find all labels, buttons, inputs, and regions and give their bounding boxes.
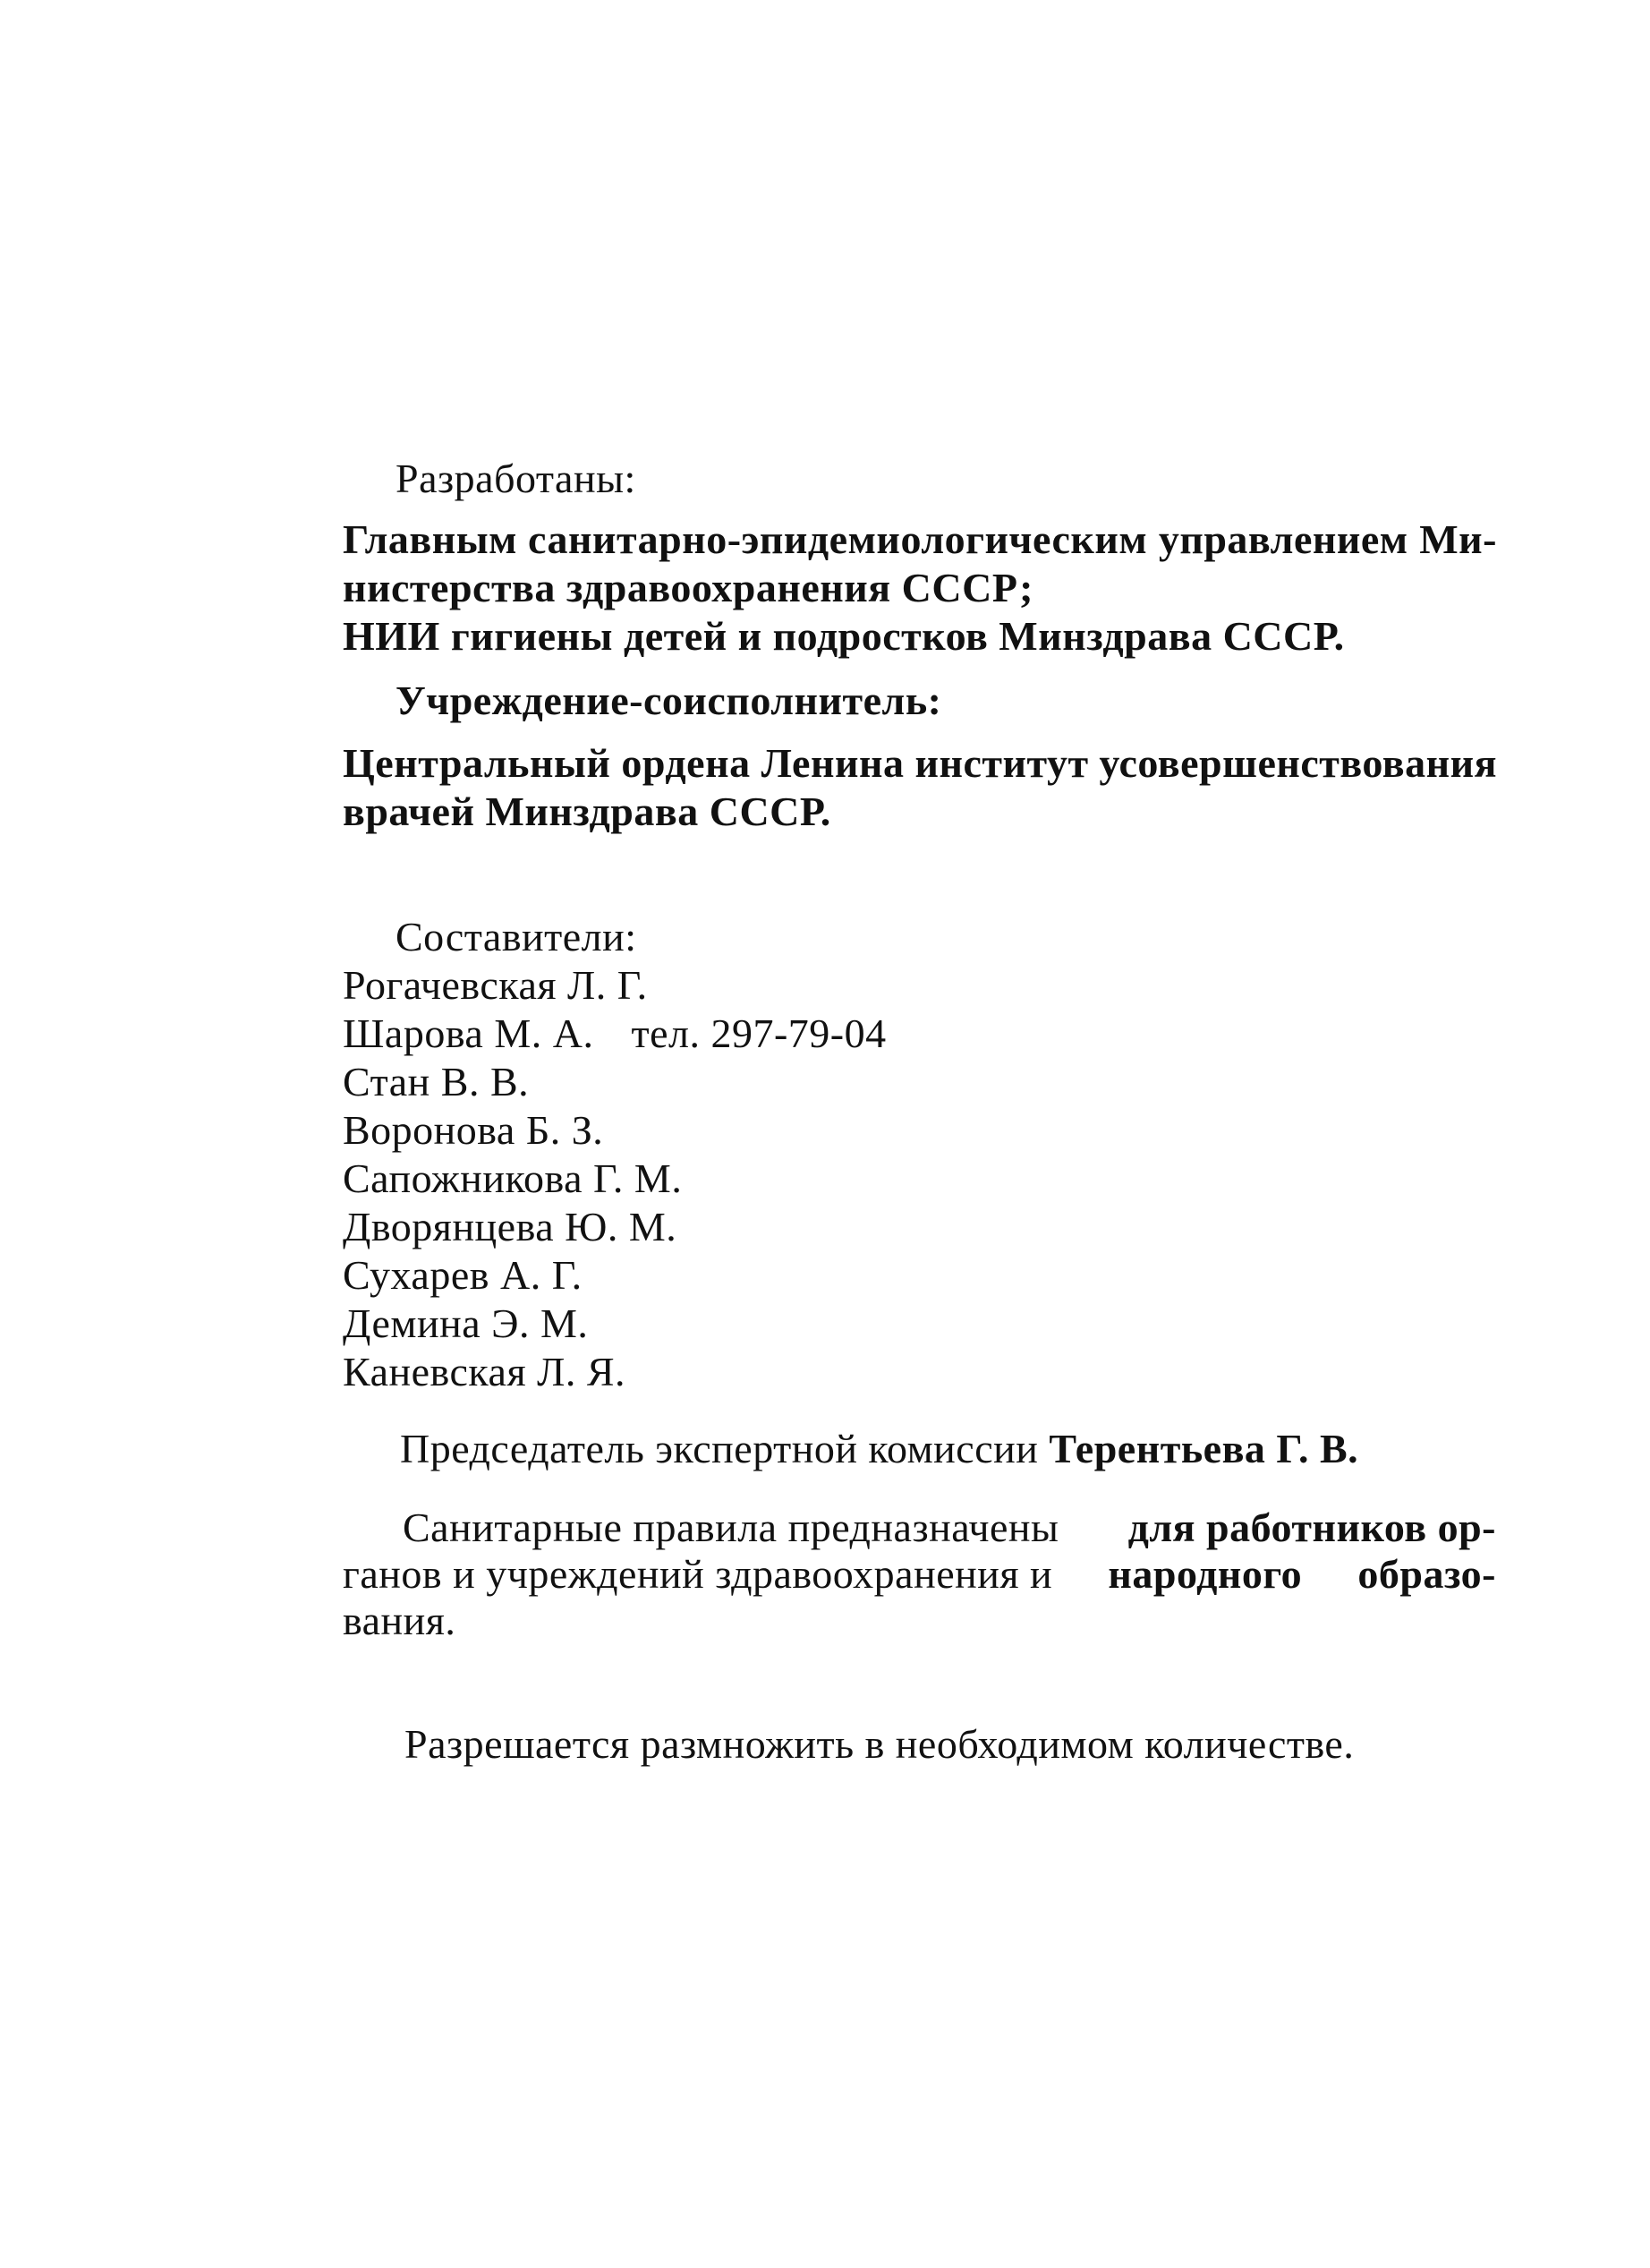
developer-org-1-line-1	[343, 516, 1497, 564]
purpose-text: ганов и учреждений здравоохранения и	[343, 1551, 1053, 1597]
compiler-name: Дворянцева Ю. М.	[343, 1204, 677, 1249]
coexecutor-text: Центральный ордена Ленина институт	[343, 740, 1089, 786]
developed-heading: Разработаны:	[395, 456, 636, 501]
purpose-text-bold: народного	[1108, 1551, 1303, 1597]
purpose-line-3: вания.	[343, 1598, 456, 1643]
compiler-name-text: Шарова М. А.	[343, 1010, 594, 1056]
compiler-name	[343, 1010, 887, 1058]
compiler-name: Воронова Б. З.	[343, 1107, 604, 1153]
compiler-name: Рогачевская Л. Г.	[343, 962, 648, 1008]
compiler-name: Стан В. В.	[343, 1059, 530, 1104]
compiler-name: Каневская Л. Я.	[343, 1349, 626, 1394]
developer-org-1-text-end: Ми-	[1419, 516, 1497, 562]
compiler-name: Сапожникова Г. М.	[343, 1155, 683, 1201]
coexecutor-heading: Учреждение-соисполнитель:	[395, 678, 942, 723]
reproduction-permission: Разрешается размножить в необходимом количестве.	[404, 1721, 1355, 1767]
developer-org-1-text: Главным санитарно-эпидемиологическим	[343, 516, 1148, 562]
commission-chair-name: Терентьева Г. В.	[1049, 1426, 1359, 1471]
compiler-name: Демина Э. М.	[343, 1300, 589, 1346]
purpose-text-end: образо-	[1357, 1551, 1496, 1597]
purpose-text-bold: для работников ор-	[1127, 1505, 1496, 1550]
developer-org-1-line-2: нистерства здравоохранения СССР;	[343, 565, 1033, 610]
commission-chair	[400, 1425, 1358, 1473]
purpose-text: Санитарные правила предназначены	[403, 1505, 1059, 1550]
compiler-name: Сухарев А. Г.	[343, 1252, 583, 1298]
commission-chair-label: Председатель экспертной комиссии	[400, 1426, 1039, 1471]
developer-org-2: НИИ гигиены детей и подростков Минздрава СССР.	[343, 613, 1345, 659]
developer-org-1-text-mid: управлением	[1158, 516, 1408, 562]
purpose-line-2	[343, 1550, 1496, 1599]
coexecutor-line-1	[343, 739, 1497, 788]
coexecutor-line-2: врачей Минздрава СССР.	[343, 789, 831, 834]
coexecutor-text-end: усовершенствования	[1099, 740, 1497, 786]
purpose-line-1	[403, 1504, 1496, 1552]
compiler-phone: тел. 297-79-04	[631, 1010, 887, 1056]
compilers-heading: Составители:	[395, 914, 637, 959]
